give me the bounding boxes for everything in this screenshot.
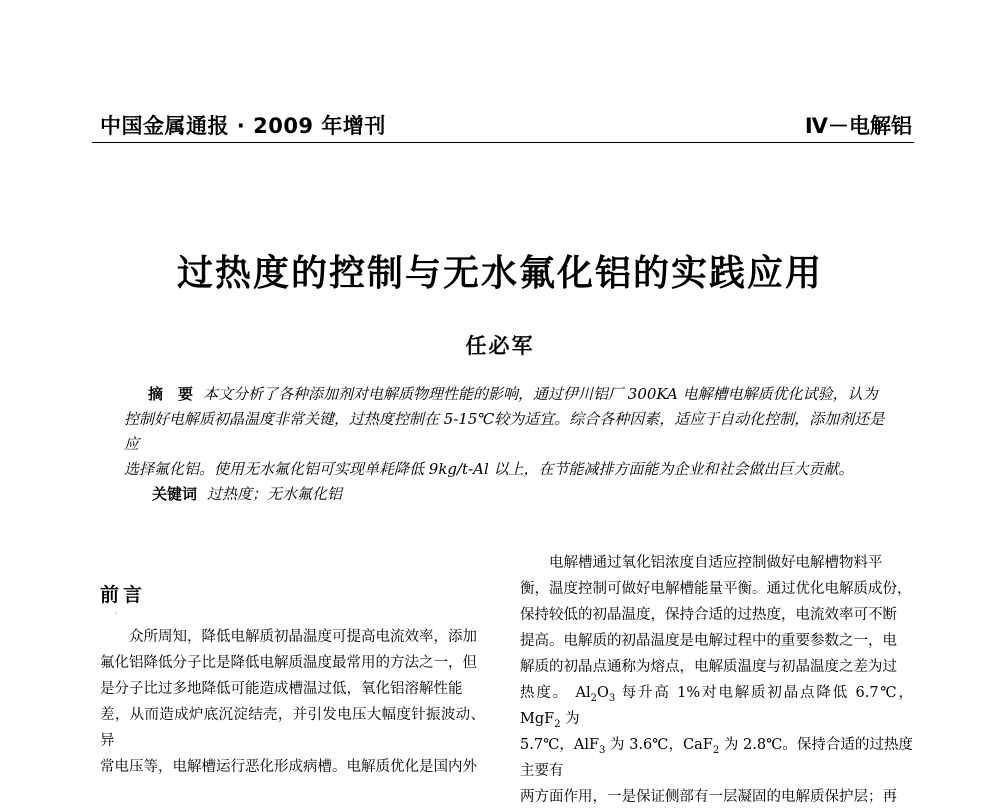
header-rule bbox=[92, 142, 914, 143]
text-line: 众所周知，降低电解质初晶温度可提高电流效率，添加 bbox=[129, 629, 477, 645]
article-title: 过热度的控制与无水氟化铝的实践应用 bbox=[176, 253, 823, 294]
abstract-line: 选择氟化铝。使用无水氟化铝可实现单耗降低 9kg/t-Al 以上，在节能减排方面能为企业和社会做出巨大贡献。 bbox=[124, 460, 854, 478]
abstract-line: 摘 要 本文分析了各种添加剂对电解质物理性能的影响，通过伊川铝厂 300KA 电解槽电解质优化试验，认为 bbox=[148, 385, 878, 403]
text-line: 电解槽通过氧化铝浓度自适应控制做好电解槽物料平 bbox=[549, 555, 883, 571]
abstract-line: 控制好电解质初晶温度非常关键，过热度控制在 5-15℃较为适宜。综合各种因素，适应于自动化控制，添加剂还是应 bbox=[124, 410, 885, 453]
keywords-line bbox=[124, 482, 890, 507]
section-heading: 前言 bbox=[100, 584, 147, 606]
abstract-block bbox=[124, 382, 890, 507]
scan-mark: ′ bbox=[115, 612, 118, 623]
text-line: 常电压等，电解槽运行恶化形成病槽。电解质优化是国内外 bbox=[100, 759, 477, 775]
text-line: 热度。 $Al_2O_3$ 每升高 1%对电解质初晶点降低 6.7℃，MgF$_2$ 为 bbox=[520, 685, 913, 730]
text-line: 5.7℃，AlF$_3$ 为 3.6℃，CaF$_2$ 为 2.8℃。保持合适的过热度主要有 bbox=[520, 737, 914, 779]
section-label: Ⅳ－电解铝 bbox=[804, 114, 912, 138]
text-line: 是分子比过多地降低可能造成槽温过低，氧化铝溶解性能 bbox=[100, 681, 463, 697]
left-column bbox=[100, 624, 485, 780]
text-line: 衡，温度控制可做好电解槽能量平衡。通过优化电解质成份， bbox=[520, 581, 912, 597]
journal-title: 中国金属通报 · 2009 年增刊 bbox=[100, 114, 386, 138]
text-line: 氟化铝降低分子比是降低电解质温度最常用的方法之一，但 bbox=[100, 655, 477, 671]
text-line: 差，从而造成炉底沉淀结壳，并引发电压大幅度针振波动、异 bbox=[100, 707, 485, 749]
text-line: 解质的初晶点通称为熔点，电解质温度与初晶温度之差为过 bbox=[520, 659, 897, 675]
keywords-label: 关键词 bbox=[152, 485, 198, 503]
right-column bbox=[520, 550, 913, 810]
abstract-label: 摘 要 bbox=[148, 385, 194, 403]
text-line: 保持较低的初晶温度，保持合适的过热度，电流效率可不断 bbox=[520, 607, 897, 623]
text-line: 提高。电解质的初晶温度是电解过程中的重要参数之一，电 bbox=[520, 633, 897, 649]
text-line: 两方面作用，一是保证侧部有一层凝固的电解质保护层；再 bbox=[520, 789, 897, 805]
author-name: 任必军 bbox=[465, 333, 535, 358]
keywords-text: 过热度；无水氟化铝 bbox=[207, 485, 343, 503]
